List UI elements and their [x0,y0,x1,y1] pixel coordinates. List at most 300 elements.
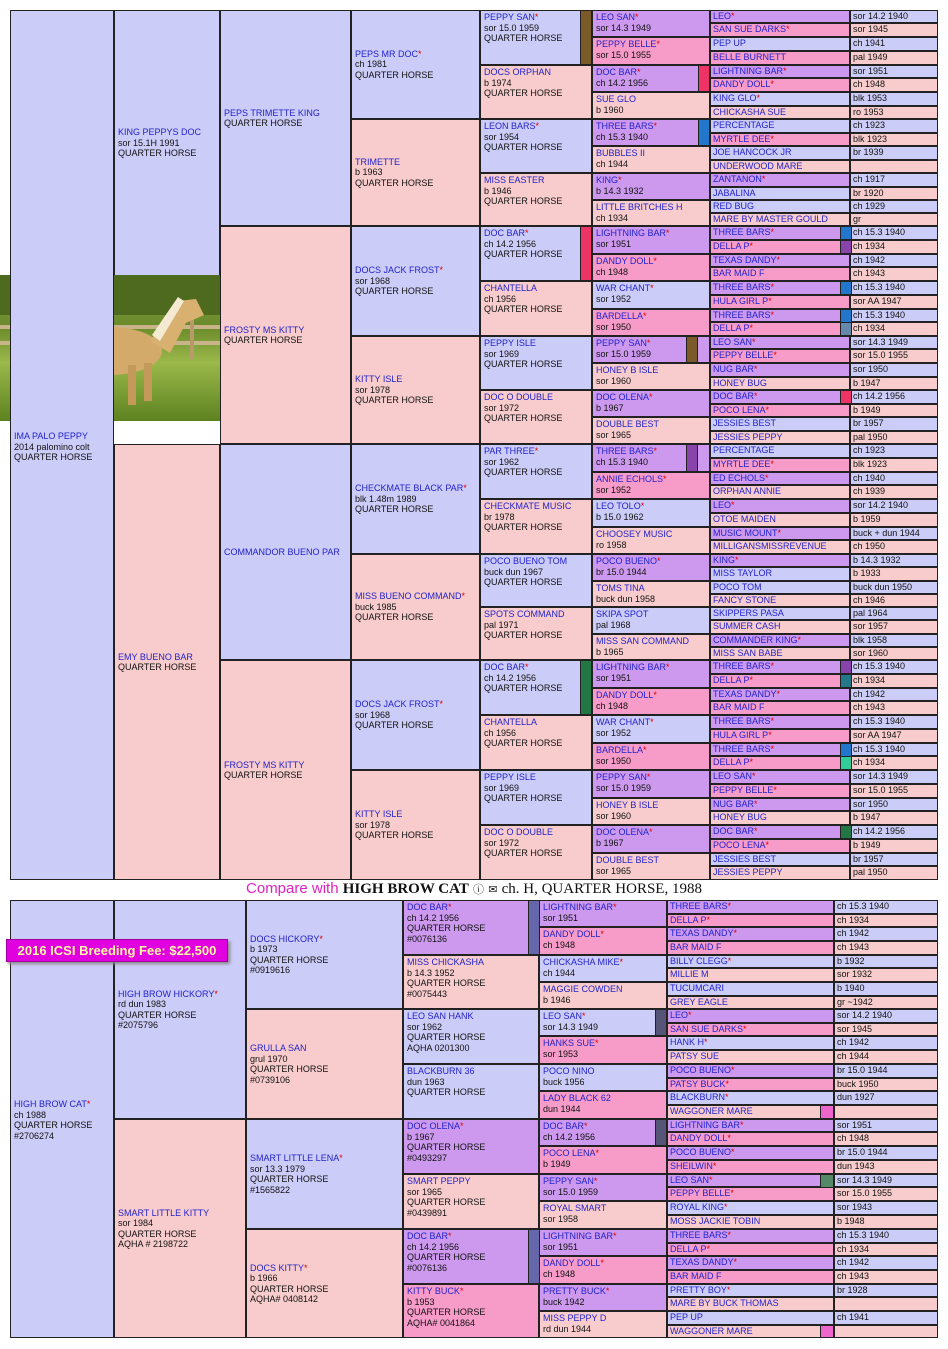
horse-name-link[interactable]: LEO SAN* [713,771,756,781]
horse-name-link[interactable]: DOCS KITTY* [250,1262,308,1273]
pedigree-cell[interactable] [710,187,850,200]
pedigree-cell[interactable] [539,927,667,955]
pedigree-cell[interactable] [710,160,850,173]
pedigree-cell[interactable] [710,784,850,798]
pedigree-cell[interactable] [480,226,592,281]
horse-name-link[interactable]: ZANTANON* [713,174,766,184]
horse-name-link[interactable]: BELLE BURNETT [713,52,787,62]
horse-name-link[interactable]: THREE BARS* [713,227,775,237]
horse-name-link[interactable]: PEPPY BELLE* [713,785,777,795]
horse-name-link[interactable]: LEO* [670,1010,692,1020]
pedigree-cell[interactable] [710,853,850,866]
horse-name-link[interactable]: PEPPY ISLE [484,772,536,782]
pedigree-cell[interactable] [667,1091,834,1105]
horse-name-link[interactable]: FROSTY MS KITTY [224,324,305,335]
horse-name-link[interactable]: PERCENTAGE [713,445,775,455]
horse-name-link[interactable]: THREE BARS* [713,310,775,320]
horse-name-link[interactable]: PEPPY SAN* [596,772,651,782]
pedigree-cell[interactable] [592,281,710,309]
pedigree-cell[interactable] [220,660,351,880]
pedigree-cell[interactable] [710,620,850,634]
pedigree-cell[interactable] [710,811,850,825]
pedigree-cell[interactable] [539,1174,667,1201]
horse-name-link[interactable]: THREE BARS* [670,901,732,911]
horse-name-link[interactable]: EMY BUENO BAR [118,651,193,662]
pedigree-cell[interactable] [592,390,710,417]
horse-name-link[interactable]: DELLA P* [713,675,754,685]
horse-name-link[interactable]: DOC OLENA* [596,827,653,837]
pedigree-cell[interactable] [667,1078,834,1091]
pedigree-cell[interactable] [710,51,850,65]
pedigree-cell[interactable] [220,226,351,444]
pedigree-cell[interactable] [351,336,480,444]
horse-name-link[interactable]: POCO LENA* [543,1148,600,1158]
horse-name-link[interactable]: PEP UP [713,38,746,48]
pedigree-cell[interactable] [351,770,480,880]
horse-name-link[interactable]: HONEY B ISLE [596,365,659,375]
pedigree-cell[interactable] [667,1201,834,1215]
horse-name-link[interactable]: DOC BAR* [713,826,758,836]
pedigree-cell[interactable] [667,1325,834,1338]
pedigree-cell[interactable] [480,825,592,880]
comparison-horse-name[interactable]: HIGH BROW CAT* [14,1099,91,1109]
horse-name-link[interactable]: WAR CHANT* [596,283,654,293]
pedigree-cell[interactable] [667,996,834,1009]
comparison-horse-cell[interactable] [10,900,114,1338]
pedigree-cell[interactable] [592,634,710,660]
horse-name-link[interactable]: MYRTLE DEE* [713,459,774,469]
pedigree-cell[interactable] [710,607,850,620]
pedigree-cell[interactable] [667,1064,834,1078]
pedigree-cell[interactable] [539,1146,667,1174]
pedigree-cell[interactable] [710,349,850,363]
horse-name-link[interactable]: BARDELLA* [596,745,647,755]
pedigree-cell[interactable] [351,119,480,226]
horse-name-link[interactable]: MISS SAN COMMAND [596,636,690,646]
pedigree-cell[interactable] [220,444,351,660]
horse-name-link[interactable]: WAGGONER MARE [670,1326,753,1336]
pedigree-cell[interactable] [539,1064,667,1091]
pedigree-cell[interactable] [710,200,850,213]
horse-name-link[interactable]: BLACKBURN* [670,1092,729,1102]
horse-name-link[interactable]: THREE BARS* [713,716,775,726]
pedigree-cell[interactable] [710,798,850,811]
horse-name-link[interactable]: TRIMETTE [355,156,400,167]
pedigree-cell[interactable] [592,607,710,634]
horse-name-link[interactable]: DOC BAR* [484,228,529,238]
pedigree-cell[interactable] [667,1270,834,1284]
pedigree-cell[interactable] [592,660,710,688]
horse-name-link[interactable]: CHECKMATE BLACK PAR* [355,483,467,494]
horse-name-link[interactable]: LEO SAN* [670,1175,713,1185]
horse-name-link[interactable]: CHANTELLA [484,717,538,727]
pedigree-cell[interactable] [480,715,592,770]
pedigree-cell[interactable] [114,900,246,1119]
horse-name-link[interactable]: DANDY DOLL* [543,1258,604,1268]
horse-name-link[interactable]: DOCS HICKORY* [250,933,323,944]
horse-name-link[interactable]: DANDY DOLL* [543,929,604,939]
pedigree-cell[interactable] [710,527,850,540]
horse-name-link[interactable]: HONEY B ISLE [596,800,659,810]
horse-name-link[interactable]: TUCUMCARI [670,983,724,993]
pedigree-cell[interactable] [667,955,834,968]
horse-name-link[interactable]: DELLA P* [670,1244,711,1254]
pedigree-cell[interactable] [710,729,850,743]
pedigree-cell[interactable] [480,119,592,173]
pedigree-cell[interactable] [592,226,710,254]
horse-name-link[interactable]: BAR MAID F [670,1271,722,1281]
horse-name-link[interactable]: BAR MAID F [670,942,722,952]
horse-name-link[interactable]: FROSTY MS KITTY [224,759,305,770]
pedigree-cell[interactable] [592,581,710,607]
pedigree-cell[interactable] [710,866,850,880]
horse-name-link[interactable]: SKIPA SPOT [596,609,649,619]
horse-name-link[interactable]: TEXAS DANDY* [713,255,781,265]
horse-name-link[interactable]: DOC BAR* [596,67,641,77]
horse-name-link[interactable]: MILLIGANSMISSREVENUE [713,541,827,551]
horse-name-link[interactable]: POCO BUENO* [670,1065,735,1075]
pedigree-cell[interactable] [480,554,592,607]
horse-name-link[interactable]: LEO SAN* [596,12,639,22]
compare-horse-link[interactable]: HIGH BROW CAT [342,881,469,897]
horse-name-link[interactable]: HONEY BUG [713,378,767,388]
pedigree-cell[interactable] [710,567,850,581]
pedigree-cell[interactable] [539,1256,667,1284]
pedigree-cell[interactable] [710,37,850,51]
horse-name-link[interactable]: JESSIES BEST [713,854,777,864]
pedigree-cell[interactable] [667,1146,834,1160]
horse-name-link[interactable]: CHICKASHA MIKE* [543,957,624,967]
pedigree-cell[interactable] [667,1160,834,1174]
horse-name-link[interactable]: LADY BLACK 62 [543,1093,611,1103]
horse-name-link[interactable]: PEPPY SAN* [484,12,539,22]
pedigree-cell[interactable] [403,1064,539,1119]
horse-name-link[interactable]: PRETTY BOY* [670,1285,731,1295]
pedigree-cell[interactable] [592,417,710,444]
horse-name-link[interactable]: DOC BAR* [407,1231,452,1241]
pedigree-cell[interactable] [667,941,834,955]
pedigree-cell[interactable] [710,647,850,660]
pedigree-cell[interactable] [592,254,710,281]
horse-name-link[interactable]: HANK H* [670,1037,708,1047]
pedigree-cell[interactable] [114,444,220,880]
horse-name-link[interactable]: GREY EAGLE [670,997,728,1007]
horse-name-link[interactable]: SHEILWIN* [670,1161,717,1171]
horse-name-link[interactable]: CHOOSEY MUSIC [596,529,673,539]
pedigree-cell[interactable] [246,1119,403,1229]
subject-name[interactable]: IMA PALO PEPPY [14,431,88,441]
pedigree-cell[interactable] [480,173,592,226]
pedigree-cell[interactable] [539,1091,667,1119]
horse-name-link[interactable]: PEPPY BELLE* [713,350,777,360]
pedigree-cell[interactable] [592,715,710,743]
pedigree-cell[interactable] [592,173,710,200]
horse-name-link[interactable]: PERCENTAGE [713,120,775,130]
horse-name-link[interactable]: MARE BY MASTER GOULD [713,214,828,224]
pedigree-cell[interactable] [667,1050,834,1064]
horse-name-link[interactable]: MISS CHICKASHA [407,957,485,967]
pedigree-cell[interactable] [710,281,850,295]
pedigree-cell[interactable] [710,701,850,715]
horse-name-link[interactable]: DANDY DOLL* [670,1133,731,1143]
pedigree-cell[interactable] [114,1119,246,1338]
horse-name-link[interactable]: MISS EASTER [484,175,545,185]
horse-name-link[interactable]: RED BUG [713,201,755,211]
horse-name-link[interactable]: DOC OLENA* [407,1121,464,1131]
pedigree-cell[interactable] [539,1119,667,1146]
pedigree-cell[interactable] [710,336,850,349]
horse-name-link[interactable]: POCO LENA* [713,405,770,415]
horse-name-link[interactable]: ORPHAN ANNIE [713,486,782,496]
pedigree-cell[interactable] [710,322,850,336]
horse-name-link[interactable]: HIGH BROW HICKORY* [118,988,218,999]
horse-name-link[interactable]: DANDY DOLL* [596,690,657,700]
pedigree-cell[interactable] [710,119,850,133]
pedigree-cell[interactable] [480,10,592,65]
horse-name-link[interactable]: BILLY CLEGG* [670,956,732,966]
pedigree-cell[interactable] [480,607,592,660]
horse-name-link[interactable]: SAN SUE DARKS* [670,1024,747,1034]
pedigree-cell[interactable] [710,377,850,390]
pedigree-cell[interactable] [539,1284,667,1311]
pedigree-cell[interactable] [480,65,592,119]
horse-name-link[interactable]: LIGHTNING BAR* [543,1231,617,1241]
horse-name-link[interactable]: NUG BAR* [713,364,758,374]
horse-name-link[interactable]: DELLA P* [670,915,711,925]
pedigree-cell[interactable] [710,146,850,160]
horse-name-link[interactable]: LIGHTNING BAR* [596,662,670,672]
pedigree-cell[interactable] [539,1009,667,1036]
horse-name-link[interactable]: DOC O DOUBLE [484,827,554,837]
pedigree-cell[interactable] [592,688,710,715]
pedigree-cell[interactable] [710,743,850,756]
horse-name-link[interactable]: BUBBLES II [596,148,646,158]
horse-name-link[interactable]: KING* [713,555,739,565]
pedigree-cell[interactable] [592,10,710,37]
horse-name-link[interactable]: MISS PEPPY D [543,1313,607,1323]
pedigree-cell[interactable] [710,485,850,499]
horse-name-link[interactable]: TOMS TINA [596,583,645,593]
pedigree-cell[interactable] [710,78,850,92]
pedigree-cell[interactable] [403,1174,539,1229]
horse-name-link[interactable]: ROYAL SMART [543,1203,607,1213]
pedigree-cell[interactable] [710,581,850,594]
horse-name-link[interactable]: KING* [596,175,622,185]
pedigree-cell[interactable] [592,92,710,119]
pedigree-cell[interactable] [710,444,850,458]
pedigree-cell[interactable] [351,660,480,770]
pedigree-cell[interactable] [592,825,710,853]
pedigree-cell[interactable] [592,527,710,554]
pedigree-cell[interactable] [710,770,850,784]
pedigree-cell[interactable] [539,955,667,982]
horse-name-link[interactable]: ROYAL KING* [670,1202,728,1212]
horse-name-link[interactable]: FANCY STONE [713,595,777,605]
horse-name-link[interactable]: SAN SUE DARKS* [713,24,790,34]
horse-name-link[interactable]: LIGHTNING BAR* [713,66,787,76]
horse-name-link[interactable]: DOCS JACK FROST* [355,265,444,276]
horse-name-link[interactable]: BLACKBURN 36 [407,1066,475,1076]
horse-name-link[interactable]: CHICKASHA SUE [713,107,787,117]
pedigree-cell[interactable] [539,1311,667,1338]
pedigree-cell[interactable] [592,770,710,798]
pedigree-cell[interactable] [351,226,480,336]
horse-name-link[interactable]: DELLA P* [713,757,754,767]
horse-name-link[interactable]: GRULLA SAN [250,1043,307,1053]
pedigree-cell[interactable] [592,472,710,499]
horse-name-link[interactable]: DANDY DOLL* [713,79,774,89]
pedigree-cell[interactable] [592,499,710,527]
pedigree-cell[interactable] [710,431,850,444]
pedigree-cell[interactable] [592,65,710,92]
horse-name-link[interactable]: OTOE MAIDEN [713,514,776,524]
horse-name-link[interactable]: PEPPY BELLE* [596,39,660,49]
pedigree-cell[interactable] [246,1009,403,1119]
horse-name-link[interactable]: PEPS MR DOC* [355,48,422,59]
horse-name-link[interactable]: LEO SAN* [713,337,756,347]
pedigree-cell[interactable] [667,1174,834,1187]
horse-name-link[interactable]: PATSY BUCK* [670,1079,730,1089]
pedigree-cell[interactable] [710,554,850,567]
pedigree-cell[interactable] [592,309,710,336]
pedigree-cell[interactable] [710,472,850,485]
pedigree-cell[interactable] [710,634,850,647]
horse-name-link[interactable]: BAR MAID F [713,268,765,278]
pedigree-cell[interactable] [246,900,403,1009]
horse-name-link[interactable]: MYRTLE DEE* [713,134,774,144]
pedigree-cell[interactable] [539,1036,667,1064]
pedigree-cell[interactable] [710,825,850,839]
pedigree-cell[interactable] [710,715,850,729]
pedigree-cell[interactable] [592,363,710,390]
info-icon[interactable]: ⓘ [473,884,485,896]
pedigree-cell[interactable] [480,390,592,444]
horse-name-link[interactable]: SMART PEPPY [407,1176,471,1186]
horse-name-link[interactable]: MISS SAN BABE [713,648,783,658]
horse-name-link[interactable]: POCO TOM [713,582,762,592]
pedigree-cell[interactable] [667,968,834,982]
pedigree-cell[interactable] [403,955,539,1009]
horse-name-link[interactable]: POCO LENA* [713,840,770,850]
horse-name-link[interactable]: TEXAS DANDY* [670,1257,738,1267]
horse-name-link[interactable]: LIGHTNING BAR* [543,902,617,912]
pedigree-cell[interactable] [710,513,850,527]
pedigree-cell[interactable] [710,660,850,674]
horse-name-link[interactable]: THREE BARS* [596,121,658,131]
pedigree-cell[interactable] [710,267,850,281]
horse-name-link[interactable]: KING PEPPYS DOC [118,127,202,138]
horse-name-link[interactable]: PEPPY SAN* [543,1176,598,1186]
pedigree-cell[interactable] [480,499,592,554]
pedigree-cell[interactable] [710,458,850,472]
pedigree-cell[interactable] [667,1215,834,1229]
horse-name-link[interactable]: PRETTY BUCK* [543,1286,610,1296]
horse-name-link[interactable]: DELLA P* [713,323,754,333]
horse-name-link[interactable]: DOC O DOUBLE [484,392,554,402]
pedigree-cell[interactable] [710,240,850,254]
horse-name-link[interactable]: BAR MAID F [713,702,765,712]
horse-name-link[interactable]: LEO SAN HANK [407,1011,474,1021]
horse-name-link[interactable]: SUE GLO [596,94,637,104]
pedigree-cell[interactable] [710,839,850,853]
horse-name-link[interactable]: DOC BAR* [484,662,529,672]
pedigree-cell[interactable] [403,1119,539,1174]
horse-name-link[interactable]: BARDELLA* [596,311,647,321]
pedigree-cell[interactable] [592,146,710,173]
horse-name-link[interactable]: MISS BUENO COMMAND* [355,591,466,602]
horse-name-link[interactable]: THREE BARS* [713,282,775,292]
horse-name-link[interactable]: THREE BARS* [596,446,658,456]
pedigree-cell[interactable] [667,1105,834,1119]
horse-name-link[interactable]: DOC BAR* [543,1121,588,1131]
pedigree-cell[interactable] [667,982,834,996]
horse-name-link[interactable]: DOCS ORPHAN [484,67,552,77]
pedigree-cell[interactable] [667,1009,834,1023]
horse-name-link[interactable]: KITTY ISLE [355,374,403,385]
pedigree-cell[interactable] [539,982,667,1009]
horse-name-link[interactable]: PEP UP [670,1312,703,1322]
pedigree-cell[interactable] [480,281,592,336]
pedigree-cell[interactable] [710,390,850,404]
pedigree-cell[interactable] [667,1132,834,1146]
envelope-icon[interactable]: ✉ [488,884,498,896]
pedigree-cell[interactable] [667,1284,834,1297]
horse-name-link[interactable]: HULA GIRL P* [713,730,772,740]
horse-name-link[interactable]: NUG BAR* [713,799,758,809]
horse-name-link[interactable]: PAR THREE* [484,446,539,456]
horse-name-link[interactable]: UNDERWOOD MARE [713,161,803,171]
horse-name-link[interactable]: TEXAS DANDY* [713,689,781,699]
pedigree-cell[interactable] [351,554,480,660]
horse-name-link[interactable]: SUMMER CASH [713,621,781,631]
pedigree-cell[interactable] [710,540,850,554]
horse-name-link[interactable]: MISS TAYLOR [713,568,773,578]
pedigree-cell[interactable] [592,743,710,770]
pedigree-cell[interactable] [480,660,592,715]
pedigree-cell[interactable] [710,309,850,322]
pedigree-cell[interactable] [667,1256,834,1270]
horse-name-link[interactable]: PEPS TRIMETTE KING [224,107,320,118]
pedigree-cell[interactable] [667,1119,834,1132]
horse-name-link[interactable]: COMMANDOR BUENO PAR [224,546,340,557]
horse-name-link[interactable]: MUSIC MOUNT* [713,528,782,538]
pedigree-cell[interactable] [667,900,834,914]
horse-name-link[interactable]: THREE BARS* [670,1230,732,1240]
pedigree-cell[interactable] [351,444,480,554]
horse-name-link[interactable]: JABALINA [713,188,756,198]
horse-name-link[interactable]: POCO NINO [543,1066,595,1076]
horse-name-link[interactable]: DANDY DOLL* [596,256,657,266]
pedigree-cell[interactable] [710,674,850,688]
horse-name-link[interactable]: JESSIES BEST [713,418,777,428]
horse-name-link[interactable]: MAGGIE COWDEN [543,984,623,994]
pedigree-cell[interactable] [539,900,667,927]
pedigree-cell[interactable] [539,1229,667,1256]
pedigree-cell[interactable] [710,594,850,607]
horse-name-link[interactable]: JESSIES PEPPY [713,867,783,877]
pedigree-cell[interactable] [667,1297,834,1311]
pedigree-cell[interactable] [710,254,850,267]
horse-name-link[interactable]: MARE BY BUCK THOMAS [670,1298,779,1308]
pedigree-cell[interactable] [539,1201,667,1229]
pedigree-cell[interactable] [710,688,850,701]
pedigree-cell[interactable] [710,173,850,187]
horse-name-link[interactable]: DOCS JACK FROST* [355,699,444,710]
pedigree-cell[interactable] [710,23,850,37]
horse-name-link[interactable]: DOC OLENA* [596,392,653,402]
pedigree-cell[interactable] [246,1229,403,1338]
horse-name-link[interactable]: DOUBLE BEST [596,855,660,865]
